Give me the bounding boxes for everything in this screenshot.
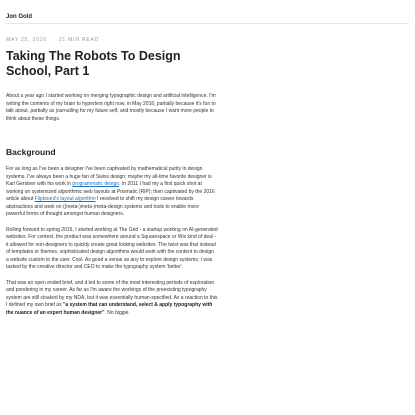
paragraph-text: For as long as I've been a designer I've been captivated by mathematical purity in design systems. I've always been a huge fan of Swiss design; maybe my all-time favorite designer is Karl Gerstner with his work in [6, 166, 212, 187]
background-paragraph-2: Rolling forward to spring 2015, I started working at The Grid - a startup working on AI-generated websites. For context, the product was somewhere around a Squarespace or Wix kind of deal - it allowed for non-designers to quickly create great looking websites. The twist was that instead of templates or themes, sophisticated design algorithms would work with the content to design a website custom to the user. Cool. As good a venue as any to explore design systems; I was tasked by the creative director and CEO to make the typography system 'better'. [6, 226, 218, 270]
background-paragraph-3 [6, 280, 218, 318]
header-divider [6, 23, 409, 24]
post-read-time: 21 MIN READ [58, 37, 100, 43]
post-intro: About a year ago I started working on merging typographic design and artificial intelligence. I'm writing the contents of my brain to hypertext right now, in May 2016; partially because it's fun to talk about, partially as journalling for my future self, and mostly because I want more people to think about these things. [6, 93, 216, 122]
section-heading-background: Background [6, 147, 56, 157]
paragraph-text: That was an open ended brief, and it led to some of the most interesting periods of exploration and pondering in my career. As far as I'm aware the workings of the preexisting typography system are still cloaked by my NDA, but it was essentially human-specified. As a reaction to this I defined my own brief as [6, 279, 218, 308]
flipboard-layout-link[interactable]: Flipboard's layout algorithm [34, 196, 96, 202]
programmatic-design-link[interactable]: programmatic design [72, 181, 120, 187]
site-name-link[interactable]: Jon Gold [6, 14, 32, 20]
article [6, 37, 218, 317]
brief-quote: "a system that can understand, select & apply typography with the nuance of an expert human designer" [6, 302, 213, 316]
background-paragraph-1 [6, 166, 218, 219]
site-header [6, 5, 32, 23]
post-meta [6, 37, 218, 43]
post-date: MAY 25, 2016 [6, 37, 47, 43]
paragraph-text: I resolved to shift my design career towards abstractions and work on ((meta-)meta-)meta-design systems and tools to enable more powerful forms of thought amongst human designers. [6, 196, 199, 217]
post-title: Taking The Robots To Design School, Part 1 [6, 49, 181, 78]
paragraph-text: . In 2011 I had my a first quick shot at working on systemized algorithmic web layouts at Prismatic (RIP); then captivated by the 2016 article about [6, 181, 215, 202]
paragraph-text: . No biggie. [104, 309, 130, 316]
